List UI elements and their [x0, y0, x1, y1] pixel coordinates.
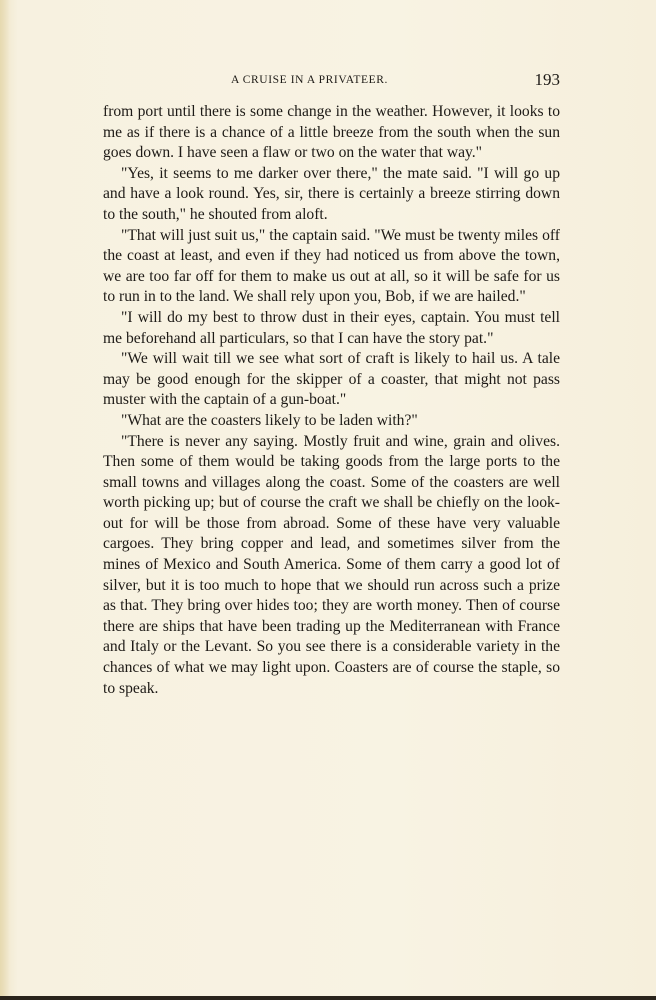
paragraph: "Yes, it seems to me darker over there," the mate said. "I will go up and have a look round. Yes, sir, there is certainly a breeze stirring down to the south," he shouted from aloft.	[103, 164, 560, 223]
paragraph: "There is never any saying. Mostly fruit and wine, grain and olives. Then some of them would be taking goods from the large ports to the small towns and villages along the coast. Some of the coasters are well worth picking up; but of course the craft we shall be chiefly on the look-out for will be those from abroad. Some of these have very valuable cargoes. They bring copper and lead, and sometimes silver from the mines of Mexico and South America. Some of them carry a good lot of silver, but it is too much to hope that we should run across such a prize as that. They bring over hides too; they are worth money. Then of course there are ships that have been trading up the Mediterranean with France and Italy or the Levant. So you see there is a considerable variety in the chances of what we may light upon. Coasters are of course the staple, so to speak.	[103, 432, 560, 697]
page-header	[103, 70, 560, 94]
paragraph: "That will just suit us," the captain said. "We must be twenty miles off the coast at least, and even if they had noticed us from above the town, we are too far off for them to make us out at all, so it will be safe for us to run in to the land. We shall rely upon you, Bob, if we are hailed."	[103, 226, 560, 306]
paragraph: from port until there is some change in the weather. However, it looks to me as if there is a chance of a little breeze from the south when the sun goes down. I have seen a flaw or two on the water that way."	[103, 103, 560, 162]
paragraph: "What are the coasters likely to be laden with?"	[121, 411, 418, 429]
page-spine-shadow	[0, 0, 10, 1000]
page-number: 193	[534, 70, 560, 89]
bottom-edge	[0, 996, 656, 1000]
paragraph: "We will wait till we see what sort of craft is likely to hail us. A tale may be good enough for the skipper of a coaster, that might not pass muster with the captain of a gun-boat."	[103, 350, 560, 409]
body-text	[103, 102, 560, 699]
running-head: A CRUISE IN A PRIVATEER.	[231, 74, 389, 86]
paragraph: "I will do my best to throw dust in their eyes, captain. You must tell me beforehand all particulars, so that I can have the story pat."	[103, 308, 560, 347]
